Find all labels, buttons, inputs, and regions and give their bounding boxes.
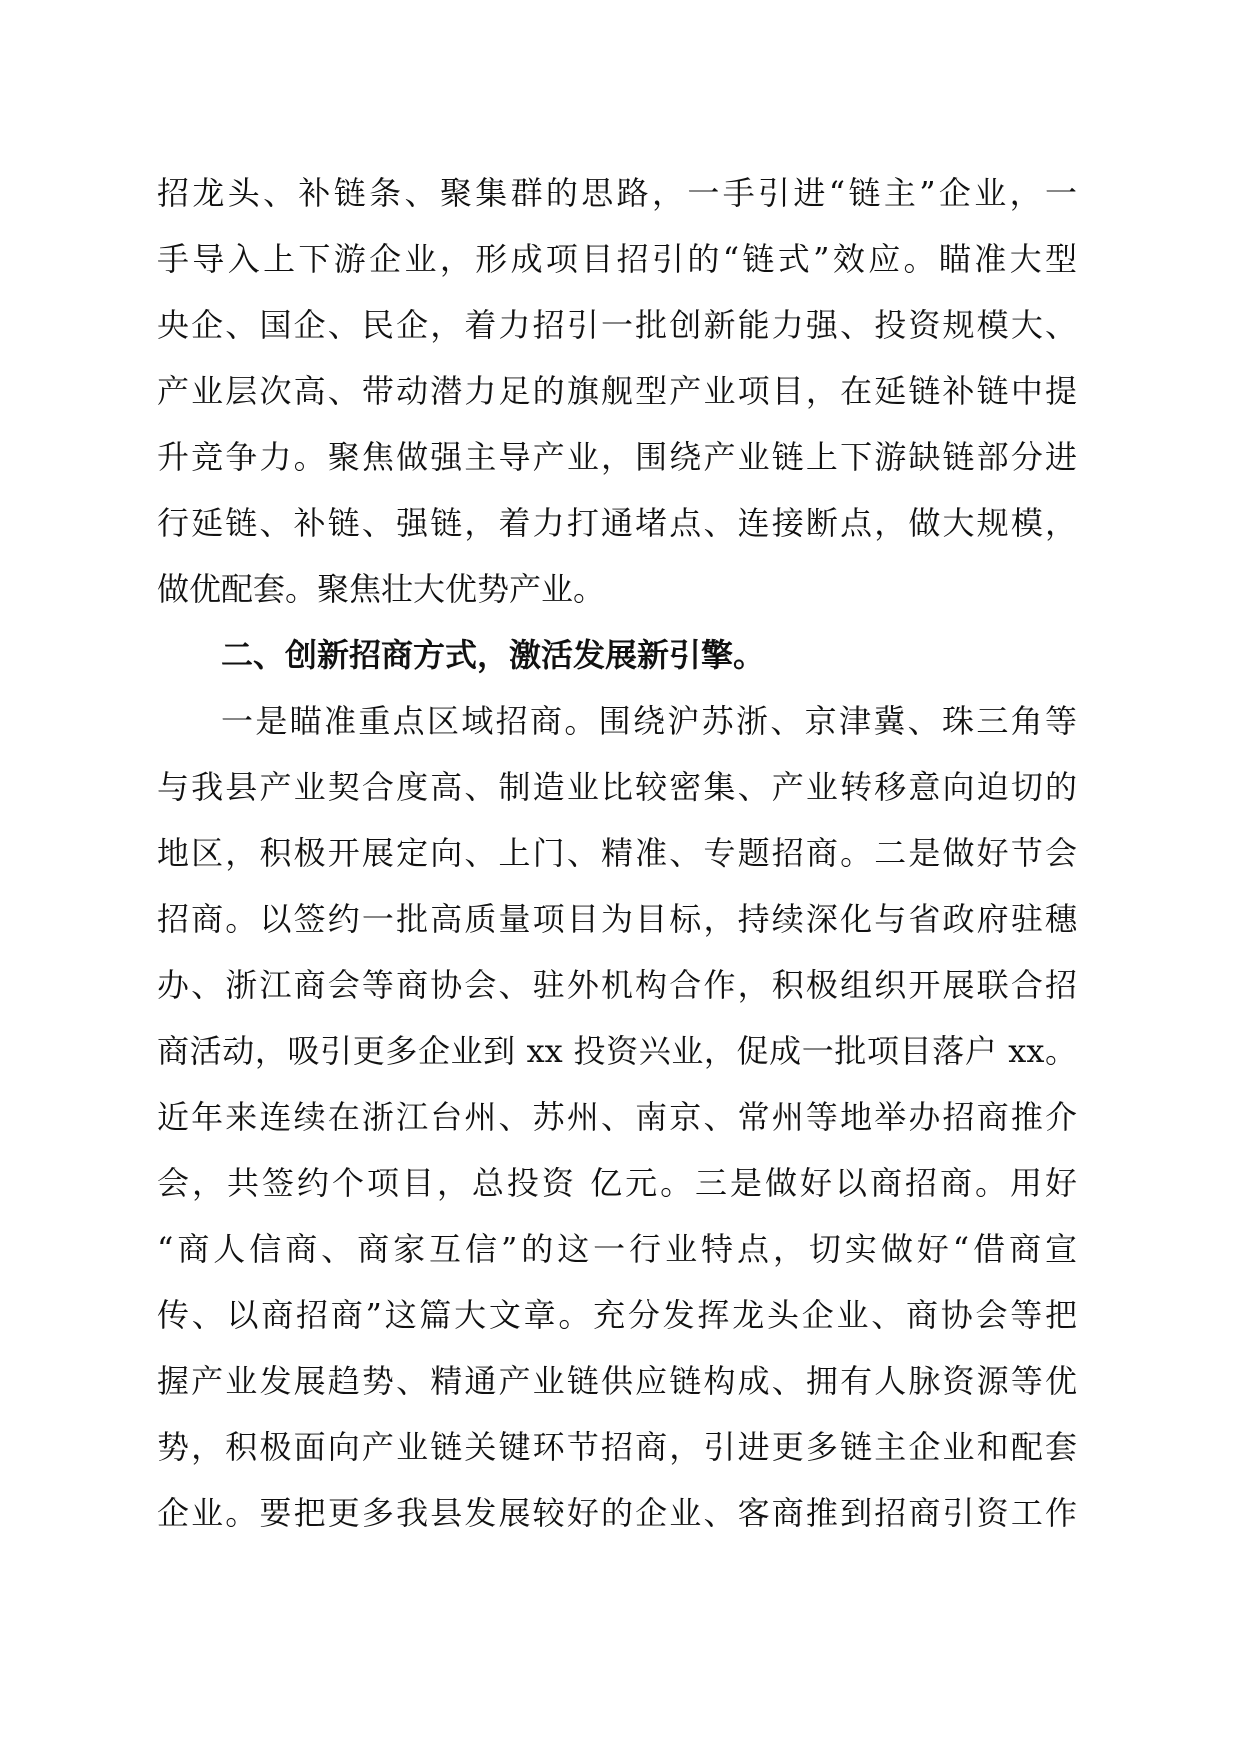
paragraph-line: 产业层次高、带动潜力足的旗舰型产业项目，在延链补链中提 bbox=[157, 372, 1077, 410]
paragraph-line: 办、浙江商会等商协会、驻外机构合作，积极组织开展联合招 bbox=[157, 966, 1077, 1004]
paragraph-line: 近年来连续在浙江台州、苏州、南京、常州等地举办招商推介 bbox=[157, 1098, 1077, 1136]
paragraph-line: 央企、国企、民企，着力招引一批创新能力强、投资规模大、 bbox=[157, 306, 1077, 344]
paragraph-line: 商活动，吸引更多企业到 xx 投资兴业，促成一批项目落户 xx。 bbox=[157, 1032, 1077, 1070]
paragraph-line: 一是瞄准重点区域招商。围绕沪苏浙、京津冀、珠三角等 bbox=[221, 702, 1077, 740]
document-body bbox=[157, 160, 1077, 1546]
paragraph-line: 势，积极面向产业链关键环节招商，引进更多链主企业和配套 bbox=[157, 1428, 1077, 1466]
paragraph-line: 招商。以签约一批高质量项目为目标，持续深化与省政府驻穗 bbox=[157, 900, 1077, 938]
paragraph-line: 传、以商招商”这篇大文章。充分发挥龙头企业、商协会等把 bbox=[157, 1296, 1077, 1334]
paragraph-line: 与我县产业契合度高、制造业比较密集、产业转移意向迫切的 bbox=[157, 768, 1077, 806]
paragraph-line: 手导入上下游企业，形成项目招引的“链式”效应。瞄准大型 bbox=[157, 240, 1077, 278]
paragraph-line: 做优配套。聚焦壮大优势产业。 bbox=[157, 570, 606, 608]
paragraph-line: “商人信商、商家互信”的这一行业特点，切实做好“借商宣 bbox=[157, 1230, 1077, 1268]
paragraph-line: 行延链、补链、强链，着力打通堵点、连接断点，做大规模， bbox=[157, 504, 1077, 542]
paragraph-line: 招龙头、补链条、聚集群的思路，一手引进“链主”企业，一 bbox=[157, 174, 1077, 212]
paragraph-line: 地区，积极开展定向、上门、精准、专题招商。二是做好节会 bbox=[157, 834, 1077, 872]
paragraph-line: 企业。要把更多我县发展较好的企业、客商推到招商引资工作 bbox=[157, 1494, 1077, 1532]
paragraph-line: 升竞争力。聚焦做强主导产业，围绕产业链上下游缺链部分进 bbox=[157, 438, 1077, 476]
section-heading: 二、创新招商方式，激活发展新引擎。 bbox=[221, 636, 766, 674]
paragraph-line: 会，共签约个项目，总投资 亿元。三是做好以商招商。用好 bbox=[157, 1164, 1077, 1202]
paragraph-line: 握产业发展趋势、精通产业链供应链构成、拥有人脉资源等优 bbox=[157, 1362, 1077, 1400]
